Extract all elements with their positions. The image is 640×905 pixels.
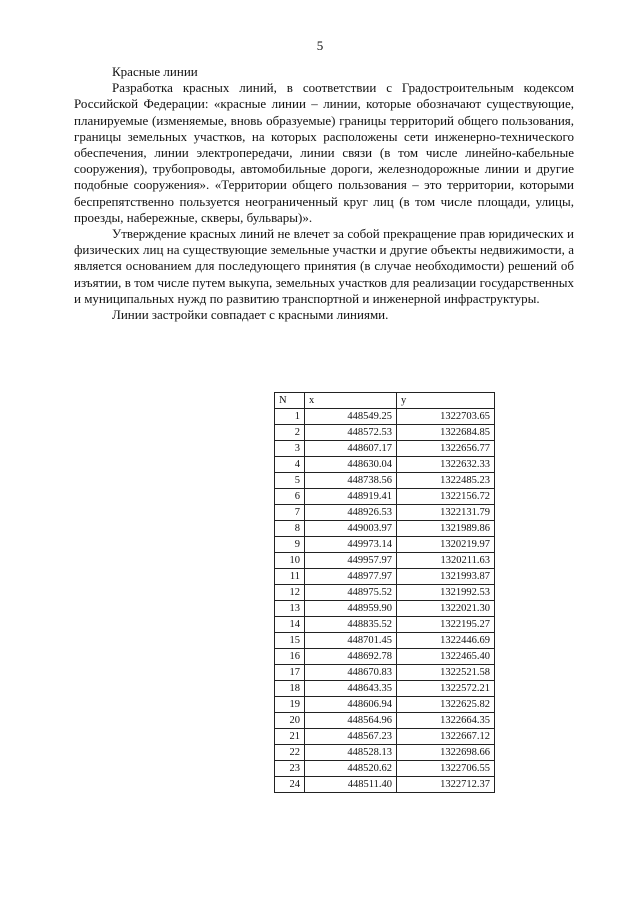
cell-n: 21 [275,729,305,745]
table-row [275,425,495,441]
cell-y: 1322684.85 [397,425,495,441]
cell-y: 1321993.87 [397,569,495,585]
page-number: 5 [316,38,324,53]
cell-n: 10 [275,553,305,569]
cell-x: 448549.25 [305,409,397,425]
table-row [275,409,495,425]
cell-x: 448701.45 [305,633,397,649]
table-row [275,761,495,777]
column-header-x: x [305,393,397,409]
cell-x: 448919.41 [305,489,397,505]
table-row [275,601,495,617]
cell-x: 448975.52 [305,585,397,601]
cell-n: 1 [275,409,305,425]
table-row [275,777,495,793]
cell-n: 5 [275,473,305,489]
cell-n: 15 [275,633,305,649]
cell-n: 20 [275,713,305,729]
cell-y: 1322485.23 [397,473,495,489]
cell-x: 449973.14 [305,537,397,553]
cell-y: 1322656.77 [397,441,495,457]
table-row [275,569,495,585]
cell-n: 11 [275,569,305,585]
cell-x: 448643.35 [305,681,397,697]
cell-y: 1322625.82 [397,697,495,713]
cell-x: 448630.04 [305,457,397,473]
cell-x: 448564.96 [305,713,397,729]
cell-n: 9 [275,537,305,553]
table-row [275,729,495,745]
cell-y: 1322703.65 [397,409,495,425]
cell-x: 449957.97 [305,553,397,569]
cell-n: 23 [275,761,305,777]
cell-x: 449003.97 [305,521,397,537]
table-row [275,457,495,473]
cell-y: 1322465.40 [397,649,495,665]
cell-x: 448692.78 [305,649,397,665]
cell-y: 1321989.86 [397,521,495,537]
table-row [275,489,495,505]
cell-x: 448607.17 [305,441,397,457]
cell-y: 1322632.33 [397,457,495,473]
cell-x: 448572.53 [305,425,397,441]
table-row [275,681,495,697]
cell-n: 22 [275,745,305,761]
paragraph-approval: Утверждение красных линий не влечет за собой прекращение прав юридических и физических лиц на существующие земельные участки и другие объекты недвижимости, а является основанием для последующего принятия (в случае необходимости) решений об изъятии, в том числе путем выкупа, земельных участков для реализации государственных и муниципальных нужд по развитию транспортной и инженерной инфраструктуры. [74,226,574,306]
cell-y: 1322712.37 [397,777,495,793]
cell-n: 16 [275,649,305,665]
paragraph-red-lines-definition: Разработка красных линий, в соответствии с Градостроительным кодексом Российской Федерации: «красные линии – линии, которые обозначают существующие, планируемые (изменяемые, вновь образуемые) границы территорий общего пользования, границы земельных участков, на которых расположены сети инженерно-технического обеспечения, линии электропередачи, линии связи (в том числе линейно-кабельные сооружения), трубопроводы, автомобильные дороги, железнодорожные линии и другие подобные сооружения». «Территории общего пользования – это территории, которыми беспрепятственно пользуется неограниченный круг лиц (в том числе площади, улицы, проезды, набережные, скверы, бульвары)». [74,80,574,225]
table-row [275,617,495,633]
cell-y: 1320219.97 [397,537,495,553]
cell-y: 1322572.21 [397,681,495,697]
cell-x: 448738.56 [305,473,397,489]
cell-x: 448959.90 [305,601,397,617]
cell-y: 1322131.79 [397,505,495,521]
cell-n: 13 [275,601,305,617]
cell-x: 448511.40 [305,777,397,793]
table-row [275,697,495,713]
cell-x: 448926.53 [305,505,397,521]
cell-n: 3 [275,441,305,457]
table-body [275,409,495,793]
cell-n: 12 [275,585,305,601]
cell-x: 448528.13 [305,745,397,761]
cell-n: 24 [275,777,305,793]
cell-y: 1322446.69 [397,633,495,649]
cell-n: 2 [275,425,305,441]
cell-n: 14 [275,617,305,633]
cell-x: 448567.23 [305,729,397,745]
section-heading: Красные линии [112,64,198,79]
table-row [275,713,495,729]
cell-x: 448520.62 [305,761,397,777]
cell-x: 448977.97 [305,569,397,585]
table-row [275,633,495,649]
cell-n: 4 [275,457,305,473]
cell-y: 1322156.72 [397,489,495,505]
column-header-n: N [275,393,305,409]
cell-n: 19 [275,697,305,713]
cell-y: 1320211.63 [397,553,495,569]
paragraph-building-lines: Линии застройки совпадает с красными линиями. [112,307,389,323]
cell-n: 8 [275,521,305,537]
cell-n: 6 [275,489,305,505]
cell-n: 17 [275,665,305,681]
table-row [275,665,495,681]
cell-x: 448670.83 [305,665,397,681]
table-row [275,745,495,761]
document-body [74,64,574,323]
cell-y: 1322698.66 [397,745,495,761]
table-row [275,585,495,601]
cell-y: 1322521.58 [397,665,495,681]
table-row [275,505,495,521]
table-header-row [275,393,495,409]
table-row [275,441,495,457]
coordinates-table [274,392,495,793]
cell-x: 448606.94 [305,697,397,713]
cell-y: 1322706.55 [397,761,495,777]
table-row [275,521,495,537]
table-row [275,553,495,569]
table-row [275,473,495,489]
cell-y: 1322667.12 [397,729,495,745]
cell-n: 7 [275,505,305,521]
table-row [275,649,495,665]
cell-y: 1322664.35 [397,713,495,729]
cell-y: 1322195.27 [397,617,495,633]
cell-n: 18 [275,681,305,697]
column-header-y: y [397,393,495,409]
cell-y: 1322021.30 [397,601,495,617]
cell-y: 1321992.53 [397,585,495,601]
table-row [275,537,495,553]
cell-x: 448835.52 [305,617,397,633]
